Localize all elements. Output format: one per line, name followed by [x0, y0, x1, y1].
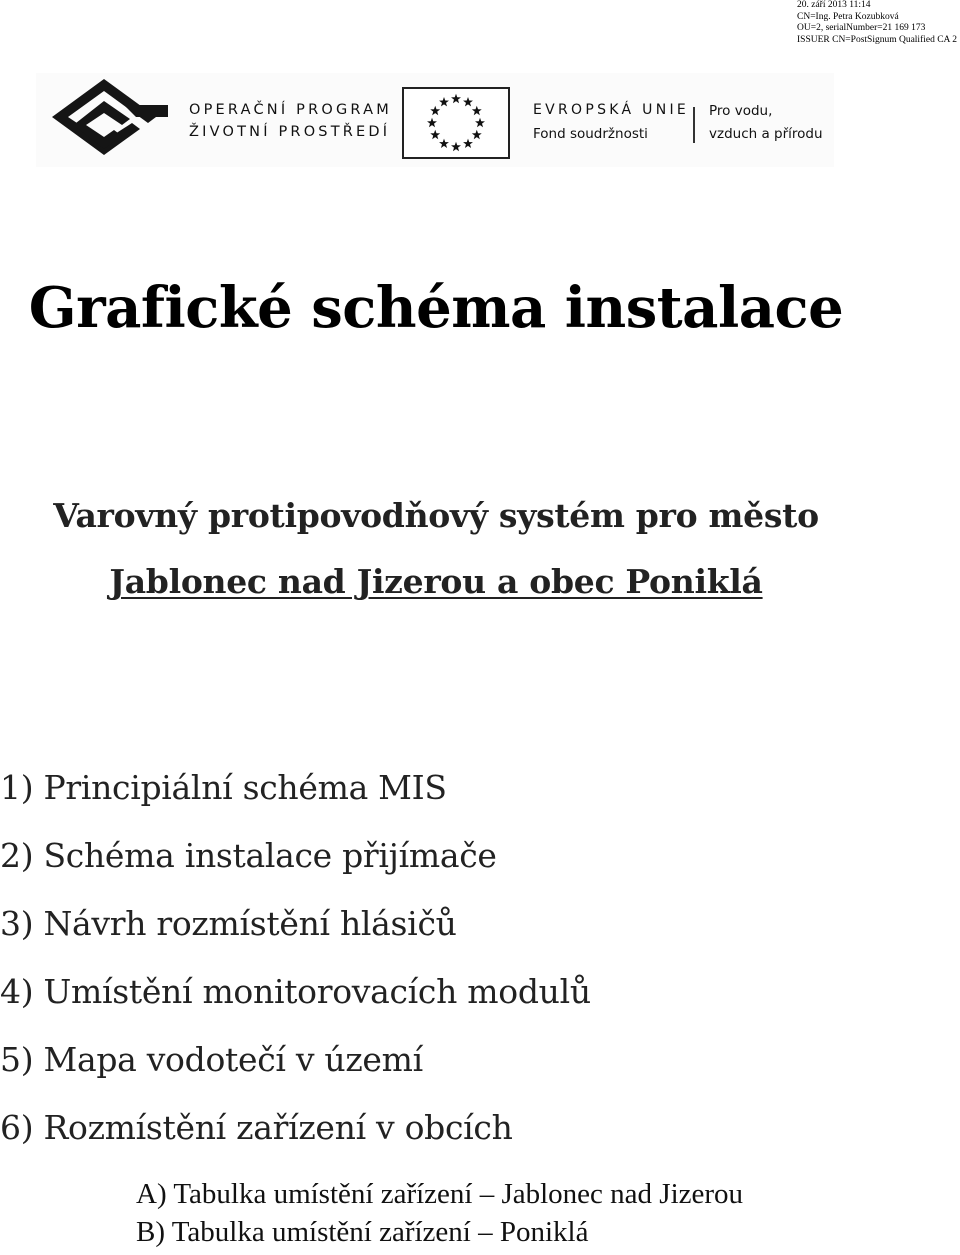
eu-fund: Fond soudržnosti: [533, 126, 648, 142]
op-program-line1: OPERAČNÍ PROGRAM: [189, 102, 392, 118]
star-icon: [451, 142, 461, 151]
eu-flag: [402, 87, 510, 159]
list-item: 6) Rozmístění zařízení v obcích: [0, 1108, 513, 1147]
slogan-line2: vzduch a přírodu: [709, 126, 823, 142]
signature-cn: CN=Ing. Petra Kozubková: [797, 11, 899, 22]
list-item: 2) Schéma instalace přijímače: [0, 836, 497, 875]
sub-list-item: B) Tabulka umístění zařízení – Poniklá: [136, 1216, 589, 1248]
op-program-line2: ŽIVOTNÍ PROSTŘEDÍ: [189, 124, 391, 140]
list-item: 1) Principiální schéma MIS: [0, 768, 447, 807]
op-zp-logo-icon: [52, 79, 170, 161]
signature-ou: OU=2, serialNumber=21 169 173: [797, 23, 926, 34]
star-icon: [472, 106, 482, 115]
star-icon: [427, 118, 437, 127]
slogan-line1: Pro vodu,: [709, 103, 773, 119]
star-icon: [439, 139, 449, 148]
list-item: 3) Návrh rozmístění hlásičů: [0, 904, 457, 943]
star-icon: [463, 139, 473, 148]
star-icon: [430, 106, 440, 115]
star-icon: [439, 97, 449, 106]
star-icon: [475, 118, 485, 127]
digital-signature-stamp: [797, 0, 960, 46]
logo-banner: [36, 73, 834, 167]
signature-issuer: ISSUER CN=PostSignum Qualified CA 2: [797, 34, 958, 45]
page-title: Grafické schéma instalace: [28, 275, 844, 341]
signature-date: 20. září 2013 11:14: [797, 0, 871, 10]
eu-stars-icon: [404, 89, 508, 157]
list-item: 5) Mapa vodotečí v území: [0, 1040, 423, 1079]
logo-divider: [693, 107, 695, 143]
star-icon: [430, 130, 440, 139]
eu-title: EVROPSKÁ UNIE: [533, 102, 690, 118]
list-item: 4) Umístění monitorovacích modulů: [0, 972, 591, 1011]
sub-list-item: A) Tabulka umístění zařízení – Jablonec nad Jizerou: [136, 1178, 744, 1210]
star-icon: [472, 130, 482, 139]
project-name-line1: Varovný protipovodňový systém pro město: [53, 496, 819, 535]
project-name-line2: Jablonec nad Jizerou a obec Poniklá: [109, 562, 763, 601]
star-icon: [463, 97, 473, 106]
star-icon: [451, 94, 461, 103]
